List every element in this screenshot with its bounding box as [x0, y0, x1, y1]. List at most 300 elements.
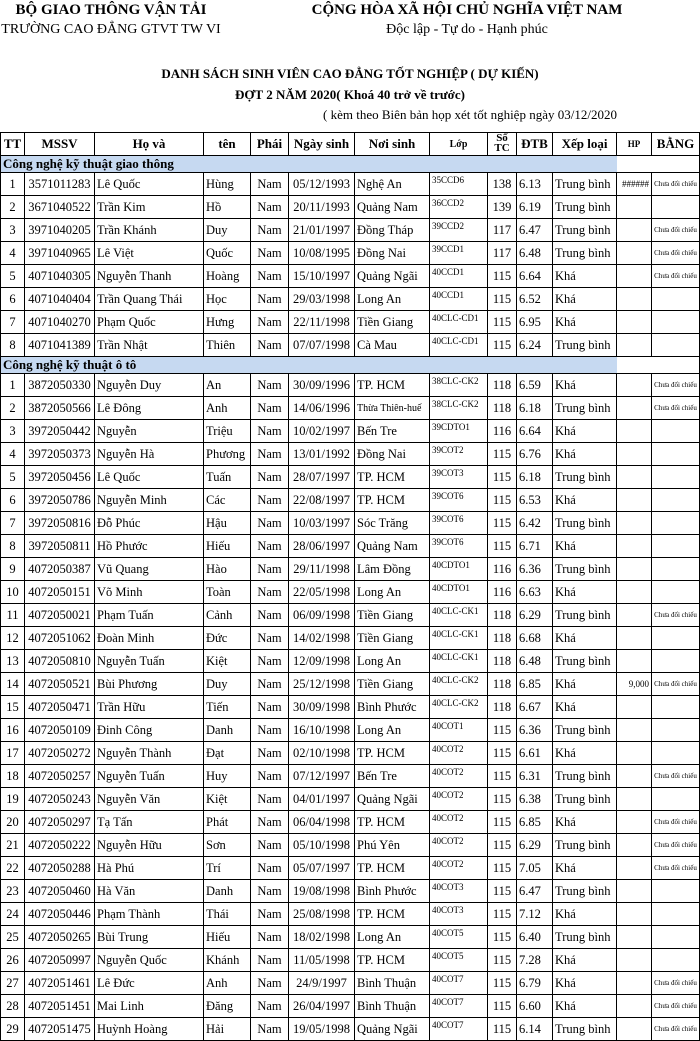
- row-so-tc: 138: [488, 173, 517, 196]
- row-noi-sinh: Bình Thuận: [355, 995, 430, 1018]
- table-row: [1, 650, 700, 673]
- col-tt-header: TT: [1, 133, 25, 156]
- row-tt: 3: [1, 420, 25, 443]
- row-xep-loai: Trung bình: [553, 558, 617, 581]
- row-mssv: 3972050373: [25, 443, 95, 466]
- row-dtb: 6.76: [517, 443, 553, 466]
- row-tt: 29: [1, 1018, 25, 1041]
- row-dtb: 6.36: [517, 719, 553, 742]
- row-noi-sinh: Đồng Nai: [355, 443, 430, 466]
- row-lop: 40CLC-CK2: [430, 673, 488, 696]
- row-ho: Nguyễn Minh: [95, 489, 204, 512]
- row-ho: Tạ Tấn: [95, 811, 204, 834]
- row-mssv: 4072050810: [25, 650, 95, 673]
- document-subtitle: ĐỢT 2 NĂM 2020( Khoá 40 trở về trước): [235, 87, 465, 102]
- row-tt: 25: [1, 926, 25, 949]
- row-bang: Chưa đối chiếu: [652, 242, 700, 265]
- row-tt: 26: [1, 949, 25, 972]
- row-ten: Đức: [204, 627, 251, 650]
- group-row: [1, 156, 700, 173]
- row-noi-sinh: Tiền Giang: [355, 627, 430, 650]
- row-hp: [617, 242, 652, 265]
- row-tt: 2: [1, 397, 25, 420]
- row-xep-loai: Trung bình: [553, 788, 617, 811]
- row-tt: 28: [1, 995, 25, 1018]
- row-lop: 40CCD1: [430, 288, 488, 311]
- row-noi-sinh: TP. HCM: [355, 903, 430, 926]
- row-so-tc: 115: [488, 765, 517, 788]
- row-mssv: 4072050387: [25, 558, 95, 581]
- row-dtb: 6.85: [517, 811, 553, 834]
- row-dtb: 6.19: [517, 196, 553, 219]
- row-phai: Nam: [251, 857, 289, 880]
- row-bang: [652, 443, 700, 466]
- row-tt: 24: [1, 903, 25, 926]
- row-tt: 1: [1, 374, 25, 397]
- row-phai: Nam: [251, 1018, 289, 1041]
- row-lop: 39CCD1: [430, 242, 488, 265]
- row-ho: Đinh Công: [95, 719, 204, 742]
- row-hp: [617, 650, 652, 673]
- row-lop: 40COT2: [430, 857, 488, 880]
- row-xep-loai: Khá: [553, 420, 617, 443]
- row-ho: Võ Minh: [95, 581, 204, 604]
- row-xep-loai: Trung bình: [553, 926, 617, 949]
- row-tt: 21: [1, 834, 25, 857]
- row-xep-loai: Trung bình: [553, 196, 617, 219]
- row-xep-loai: Trung bình: [553, 765, 617, 788]
- row-ten: Hồ: [204, 196, 251, 219]
- row-hp: [617, 265, 652, 288]
- row-lop: 39COT6: [430, 489, 488, 512]
- row-ngay-sinh: 18/02/1998: [289, 926, 355, 949]
- row-noi-sinh: Tiền Giang: [355, 311, 430, 334]
- row-lop: 40CLC-CK2: [430, 696, 488, 719]
- row-noi-sinh: TP. HCM: [355, 857, 430, 880]
- row-ngay-sinh: 30/09/1996: [289, 374, 355, 397]
- row-hp: [617, 811, 652, 834]
- country-name: CỘNG HÒA XÃ HỘI CHỦ NGHĨA VIỆT NAM: [311, 2, 623, 18]
- row-ten: Anh: [204, 397, 251, 420]
- row-xep-loai: Trung bình: [553, 334, 617, 357]
- col-bang-header: BẰNG: [652, 133, 700, 156]
- row-ngay-sinh: 12/09/1998: [289, 650, 355, 673]
- row-phai: Nam: [251, 558, 289, 581]
- row-ngay-sinh: 22/08/1997: [289, 489, 355, 512]
- row-lop: 40COT2: [430, 834, 488, 857]
- row-ngay-sinh: 06/04/1998: [289, 811, 355, 834]
- row-lop: 40COT7: [430, 972, 488, 995]
- row-xep-loai: Trung bình: [553, 834, 617, 857]
- row-noi-sinh: Quảng Nam: [355, 196, 430, 219]
- row-bang: Chưa đối chiếu: [652, 173, 700, 196]
- row-tt: 3: [1, 219, 25, 242]
- row-ngay-sinh: 05/10/1998: [289, 834, 355, 857]
- row-mssv: 3972050786: [25, 489, 95, 512]
- row-xep-loai: Khá: [553, 535, 617, 558]
- group-name: Công nghệ kỹ thuật giao thông: [1, 156, 617, 173]
- row-lop: 40COT5: [430, 926, 488, 949]
- row-mssv: 3571011283: [25, 173, 95, 196]
- row-ngay-sinh: 19/08/1998: [289, 880, 355, 903]
- row-mssv: 4072050446: [25, 903, 95, 926]
- row-lop: 40COT2: [430, 811, 488, 834]
- row-lop: 38CLC-CK2: [430, 397, 488, 420]
- row-ho: Trần Quang Thái: [95, 288, 204, 311]
- row-ten: Danh: [204, 880, 251, 903]
- row-phai: Nam: [251, 173, 289, 196]
- row-hp: [617, 880, 652, 903]
- row-mssv: 4072051461: [25, 972, 95, 995]
- table-row: [1, 242, 700, 265]
- row-ngay-sinh: 19/05/1998: [289, 1018, 355, 1041]
- row-tt: 4: [1, 242, 25, 265]
- row-bang: [652, 311, 700, 334]
- row-bang: [652, 512, 700, 535]
- row-noi-sinh: TP. HCM: [355, 949, 430, 972]
- row-tt: 7: [1, 512, 25, 535]
- row-mssv: 4072050265: [25, 926, 95, 949]
- row-dtb: 6.14: [517, 1018, 553, 1041]
- row-ho: Lê Đức: [95, 972, 204, 995]
- row-tt: 6: [1, 489, 25, 512]
- row-hp: [617, 1018, 652, 1041]
- row-mssv: 4072050151: [25, 581, 95, 604]
- row-so-tc: 115: [488, 489, 517, 512]
- row-xep-loai: Trung bình: [553, 397, 617, 420]
- row-tt: 11: [1, 604, 25, 627]
- row-dtb: 6.42: [517, 512, 553, 535]
- row-hp: [617, 995, 652, 1018]
- row-so-tc: 115: [488, 903, 517, 926]
- row-hp: [617, 788, 652, 811]
- row-ngay-sinh: 05/07/1997: [289, 857, 355, 880]
- row-mssv: 4072051475: [25, 1018, 95, 1041]
- row-dtb: 6.67: [517, 696, 553, 719]
- row-bang: [652, 334, 700, 357]
- row-phai: Nam: [251, 834, 289, 857]
- table-row: [1, 581, 700, 604]
- row-ten: Hiếu: [204, 535, 251, 558]
- table-row: [1, 604, 700, 627]
- row-mssv: 3872050566: [25, 397, 95, 420]
- row-phai: Nam: [251, 673, 289, 696]
- row-lop: 40COT2: [430, 788, 488, 811]
- row-bang: Chưa đối chiếu: [652, 995, 700, 1018]
- ministry-name: BỘ GIAO THÔNG VẬN TẢI: [15, 2, 207, 18]
- row-ngay-sinh: 25/12/1998: [289, 673, 355, 696]
- row-phai: Nam: [251, 265, 289, 288]
- row-mssv: 4072050471: [25, 696, 95, 719]
- col-phai-header: Phái: [251, 133, 289, 156]
- row-bang: [652, 788, 700, 811]
- row-ngay-sinh: 14/02/1998: [289, 627, 355, 650]
- row-ngay-sinh: 14/06/1996: [289, 397, 355, 420]
- table-row: [1, 742, 700, 765]
- row-dtb: 6.85: [517, 673, 553, 696]
- row-ten: Học: [204, 288, 251, 311]
- row-so-tc: 116: [488, 558, 517, 581]
- row-noi-sinh: TP. HCM: [355, 742, 430, 765]
- row-lop: 39COT6: [430, 535, 488, 558]
- row-bang: [652, 696, 700, 719]
- row-so-tc: 116: [488, 420, 517, 443]
- row-lop: 39COT2: [430, 443, 488, 466]
- row-ten: Danh: [204, 719, 251, 742]
- row-ho: Lê Đông: [95, 397, 204, 420]
- row-hp: [617, 765, 652, 788]
- row-ho: Nguyễn Thành: [95, 742, 204, 765]
- row-ngay-sinh: 11/05/1998: [289, 949, 355, 972]
- row-tt: 8: [1, 334, 25, 357]
- row-lop: 39CCD2: [430, 219, 488, 242]
- row-hp: [617, 581, 652, 604]
- row-ho: Nguyễn Hữu: [95, 834, 204, 857]
- row-xep-loai: Trung bình: [553, 880, 617, 903]
- row-ho: Huỳnh Hoàng: [95, 1018, 204, 1041]
- row-ho: Đỗ Phúc: [95, 512, 204, 535]
- row-bang: [652, 489, 700, 512]
- table-row: [1, 288, 700, 311]
- row-hp: [617, 627, 652, 650]
- row-noi-sinh: Cà Mau: [355, 334, 430, 357]
- row-xep-loai: Khá: [553, 581, 617, 604]
- row-so-tc: 115: [488, 535, 517, 558]
- row-tt: 2: [1, 196, 25, 219]
- row-lop: 40COT3: [430, 903, 488, 926]
- row-phai: Nam: [251, 242, 289, 265]
- row-ten: Huy: [204, 765, 251, 788]
- table-row: [1, 719, 700, 742]
- row-ten: Anh: [204, 972, 251, 995]
- col-mssv-header: MSSV: [25, 133, 95, 156]
- row-bang: Chưa đối chiếu: [652, 857, 700, 880]
- row-noi-sinh: Long An: [355, 926, 430, 949]
- row-noi-sinh: Bình Phước: [355, 696, 430, 719]
- row-ten: Hưng: [204, 311, 251, 334]
- row-phai: Nam: [251, 880, 289, 903]
- row-mssv: 3671040522: [25, 196, 95, 219]
- row-phai: Nam: [251, 742, 289, 765]
- row-tt: 1: [1, 173, 25, 196]
- col-noi-sinh-header: Nơi sinh: [355, 133, 430, 156]
- col-ngay-sinh-header: Ngày sinh: [289, 133, 355, 156]
- row-dtb: 6.47: [517, 880, 553, 903]
- row-so-tc: 115: [488, 949, 517, 972]
- row-noi-sinh: Long An: [355, 650, 430, 673]
- table-row: [1, 857, 700, 880]
- row-tt: 15: [1, 696, 25, 719]
- row-mssv: 4072050222: [25, 834, 95, 857]
- row-tt: 23: [1, 880, 25, 903]
- national-header: [262, 0, 672, 40]
- row-hp: [617, 288, 652, 311]
- row-ho: Vũ Quang: [95, 558, 204, 581]
- row-mssv: 4072050521: [25, 673, 95, 696]
- row-dtb: 6.29: [517, 834, 553, 857]
- row-dtb: 6.48: [517, 242, 553, 265]
- row-ngay-sinh: 26/04/1997: [289, 995, 355, 1018]
- row-so-tc: 139: [488, 196, 517, 219]
- row-phai: Nam: [251, 374, 289, 397]
- row-mssv: 4072050109: [25, 719, 95, 742]
- row-xep-loai: Khá: [553, 949, 617, 972]
- row-xep-loai: Khá: [553, 811, 617, 834]
- row-ten: Hải: [204, 1018, 251, 1041]
- row-hp: [617, 219, 652, 242]
- row-noi-sinh: TP. HCM: [355, 811, 430, 834]
- table-row: [1, 627, 700, 650]
- row-lop: 40CLC-CK1: [430, 627, 488, 650]
- document-reference: ( kèm theo Biên bản họp xét tốt nghiệp ngày 03/12/2020: [323, 107, 617, 122]
- row-phai: Nam: [251, 903, 289, 926]
- row-ten: Thiên: [204, 334, 251, 357]
- row-ten: Phương: [204, 443, 251, 466]
- row-noi-sinh: Long An: [355, 581, 430, 604]
- col-ho-header: Họ và: [95, 133, 204, 156]
- row-phai: Nam: [251, 696, 289, 719]
- row-mssv: 4072050021: [25, 604, 95, 627]
- national-motto: Độc lập - Tự do - Hạnh phúc: [386, 22, 548, 37]
- row-tt: 10: [1, 581, 25, 604]
- row-so-tc: 118: [488, 650, 517, 673]
- row-ho: Nguyễn Thanh: [95, 265, 204, 288]
- row-xep-loai: Trung bình: [553, 1018, 617, 1041]
- row-ho: Lê Việt: [95, 242, 204, 265]
- row-dtb: 6.18: [517, 466, 553, 489]
- row-bang: [652, 650, 700, 673]
- row-ten: Trí: [204, 857, 251, 880]
- table-row: [1, 420, 700, 443]
- row-ten: Thái: [204, 903, 251, 926]
- row-so-tc: 118: [488, 604, 517, 627]
- row-bang: Chưa đối chiếu: [652, 374, 700, 397]
- row-lop: 40CLC-CD1: [430, 311, 488, 334]
- row-ngay-sinh: 29/11/1998: [289, 558, 355, 581]
- row-dtb: 6.18: [517, 397, 553, 420]
- row-phai: Nam: [251, 311, 289, 334]
- row-so-tc: 115: [488, 443, 517, 466]
- row-dtb: 6.71: [517, 535, 553, 558]
- row-bang: [652, 949, 700, 972]
- row-xep-loai: Khá: [553, 673, 617, 696]
- row-ten: Hào: [204, 558, 251, 581]
- row-bang: [652, 535, 700, 558]
- row-hp: [617, 334, 652, 357]
- row-xep-loai: Trung bình: [553, 719, 617, 742]
- table-row: [1, 1018, 700, 1041]
- row-phai: Nam: [251, 811, 289, 834]
- row-ten: Tuấn: [204, 466, 251, 489]
- row-lop: 40COT2: [430, 742, 488, 765]
- row-dtb: 6.13: [517, 173, 553, 196]
- row-hp: [617, 742, 652, 765]
- row-so-tc: 115: [488, 926, 517, 949]
- row-ten: Cảnh: [204, 604, 251, 627]
- row-noi-sinh: Quảng Ngãi: [355, 788, 430, 811]
- table-row: [1, 673, 700, 696]
- row-tt: 4: [1, 443, 25, 466]
- row-mssv: 4072050997: [25, 949, 95, 972]
- row-xep-loai: Trung bình: [553, 512, 617, 535]
- row-so-tc: 116: [488, 581, 517, 604]
- row-hp: [617, 397, 652, 420]
- row-bang: [652, 926, 700, 949]
- row-tt: 18: [1, 765, 25, 788]
- row-ho: Nguyễn Duy: [95, 374, 204, 397]
- row-ho: Phạm Thành: [95, 903, 204, 926]
- row-ho: Trần Nhật: [95, 334, 204, 357]
- row-noi-sinh: Tiền Giang: [355, 673, 430, 696]
- row-ten: Đạt: [204, 742, 251, 765]
- group-row: [1, 357, 700, 374]
- row-ngay-sinh: 29/03/1998: [289, 288, 355, 311]
- row-xep-loai: Trung bình: [553, 466, 617, 489]
- col-so-tc-header: Số TC: [488, 133, 517, 156]
- row-lop: 39COT6: [430, 512, 488, 535]
- row-bang: Chưa đối chiếu: [652, 265, 700, 288]
- row-bang: Chưa đối chiếu: [652, 972, 700, 995]
- row-ten: Duy: [204, 673, 251, 696]
- row-mssv: 4071040305: [25, 265, 95, 288]
- col-dtb-header: ĐTB: [517, 133, 553, 156]
- graduates-table: [0, 132, 700, 1041]
- row-noi-sinh: Đồng Nai: [355, 242, 430, 265]
- row-hp: [617, 972, 652, 995]
- row-so-tc: 117: [488, 219, 517, 242]
- row-so-tc: 115: [488, 742, 517, 765]
- group-blank-cell: [617, 156, 700, 173]
- row-phai: Nam: [251, 489, 289, 512]
- row-ngay-sinh: 07/07/1998: [289, 334, 355, 357]
- row-ngay-sinh: 16/10/1998: [289, 719, 355, 742]
- row-phai: Nam: [251, 512, 289, 535]
- row-dtb: 6.47: [517, 219, 553, 242]
- row-so-tc: 115: [488, 811, 517, 834]
- row-bang: Chưa đối chiếu: [652, 1018, 700, 1041]
- row-ho: Bùi Trung: [95, 926, 204, 949]
- row-hp: [617, 512, 652, 535]
- row-dtb: 6.38: [517, 788, 553, 811]
- row-so-tc: 118: [488, 627, 517, 650]
- row-so-tc: 115: [488, 972, 517, 995]
- row-ngay-sinh: 13/01/1992: [289, 443, 355, 466]
- row-lop: 40COT1: [430, 719, 488, 742]
- row-noi-sinh: Long An: [355, 288, 430, 311]
- row-ten: Quốc: [204, 242, 251, 265]
- row-bang: [652, 288, 700, 311]
- row-so-tc: 115: [488, 857, 517, 880]
- table-row: [1, 173, 700, 196]
- row-hp: [617, 196, 652, 219]
- table-row: [1, 443, 700, 466]
- row-ho: Hà Văn: [95, 880, 204, 903]
- group-blank-cell: [617, 357, 700, 374]
- row-ngay-sinh: 10/02/1997: [289, 420, 355, 443]
- row-phai: Nam: [251, 972, 289, 995]
- row-bang: [652, 558, 700, 581]
- row-ho: Lê Quốc: [95, 466, 204, 489]
- row-phai: Nam: [251, 926, 289, 949]
- row-xep-loai: Khá: [553, 903, 617, 926]
- row-tt: 12: [1, 627, 25, 650]
- row-lop: 40CLC-CK1: [430, 604, 488, 627]
- row-ngay-sinh: 05/12/1993: [289, 173, 355, 196]
- row-so-tc: 115: [488, 334, 517, 357]
- row-bang: [652, 627, 700, 650]
- row-noi-sinh: Quảng Ngãi: [355, 265, 430, 288]
- row-mssv: 4072050288: [25, 857, 95, 880]
